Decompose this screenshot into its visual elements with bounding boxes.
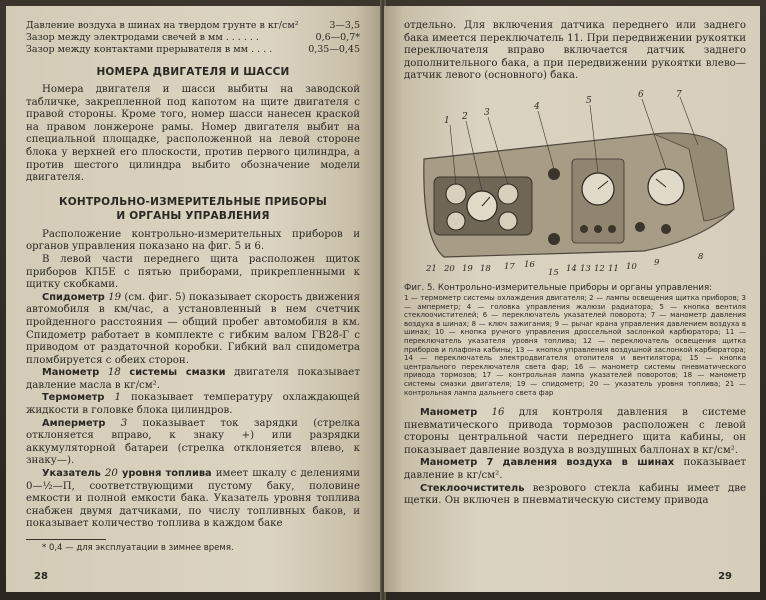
section-heading-instruments bbox=[26, 195, 360, 223]
callout-label: 17 bbox=[504, 261, 515, 272]
spec-label: Зазор между электродами свечей в мм . . . . . . bbox=[26, 32, 259, 43]
callout-label: 14 bbox=[566, 263, 577, 274]
spec-label: Давление воздуха в шинах на твердом грунте в кг/см² bbox=[26, 20, 299, 31]
ref-number: 7 bbox=[486, 457, 494, 469]
callout-label: 9 bbox=[654, 257, 660, 268]
left-page bbox=[6, 6, 382, 592]
ref-number: 20 bbox=[104, 468, 118, 480]
body-text: показывает давление в кг/см². bbox=[404, 457, 747, 482]
callout-label: 10 bbox=[626, 261, 637, 272]
right-page bbox=[384, 6, 760, 592]
section-paragraph: Номера двигателя и шасси выбиты на заводской табличке, закрепленной под капотом на щите двигателя с правой стороны. Кроме того, номер шасси нанесен краской на правом лонжероне рамы. Номер двигателя выбит на специальной площадке, расположенной на левой стороне блока у верхней его плоскости, против первого цилиндра, а против шестого цилиндра выбито обозначение модели двигателя. bbox=[26, 84, 360, 184]
paragraph-tire-gauge bbox=[404, 457, 746, 482]
dashboard-illustration bbox=[404, 89, 748, 279]
ref-number: 16 bbox=[491, 407, 505, 419]
term: Указатель bbox=[42, 468, 101, 480]
page-number: 28 bbox=[34, 571, 48, 582]
term: системы смазки bbox=[129, 367, 226, 379]
spec-row bbox=[26, 32, 360, 44]
body-text: показывает ток зарядки (стрелка отклоняется вправо, к знаку +) или разрядки аккумуляторной батареи (стрелка отклоняется влево, к знаку—). bbox=[26, 417, 360, 467]
callout-label: 7 bbox=[676, 89, 682, 100]
figure-legend: 1 — термометр системы охлаждения двигателя; 2 — лампы освещения щитка приборов; 3 — амперметр; 4 — головка управления жалюзи радиатора; 5 — кнопка вентиля стеклоочистителей; 6 — переключатель указателей поворота; 7 — манометр давления воздуха в шинах; 8 — ключ зажигания; 9 — рычаг крана управления давлением воздуха в шинах; 10 — кнопка ручного управления дроссельной заслонкой карбюратора; 11 — переключатель указателя уровня топлива; 12 — переключатель освещения щитка приборов и плафона кабины; 13 — кнопка управления воздушной заслонкой карбюратора; 14 — переключатель электродвигателя отопителя и вентилятора; 15 — кнопка центрального переключателя света фар; 16 — манометр системы пневматического привода тормозов; 17 — контрольная лампа указателей поворотов; 18 — манометр системы смазки двигателя; 19 — спидометр; 20 — указатель уровня топлива; 21 — контрольная лампа дальнего света фар bbox=[404, 293, 746, 397]
callout-label: 6 bbox=[638, 89, 644, 100]
paragraph-fuel-gauge bbox=[26, 468, 360, 531]
heading-line: И ОРГАНЫ УПРАВЛЕНИЯ bbox=[116, 209, 270, 222]
body-text: имеет шкалу с делениями 0—½—П, соответствующими пустому баку, половине емкости и полной емкости бака. Указатель уровня топлива снабжен двумя датчиками, по числу топливных баков, и показывает количество топлива в каждом баке bbox=[26, 468, 360, 530]
body-text: двигателя показывает давление масла в кг/см². bbox=[26, 367, 360, 391]
heading-line: КОНТРОЛЬНО-ИЗМЕРИТЕЛЬНЫЕ ПРИБОРЫ bbox=[59, 195, 327, 208]
callout-label: 8 bbox=[698, 251, 704, 262]
ref-number: 1 bbox=[114, 392, 121, 404]
term: Манометр bbox=[420, 457, 478, 469]
paragraph-wiper bbox=[404, 483, 746, 508]
page-number: 29 bbox=[718, 571, 732, 582]
callout-label: 4 bbox=[534, 101, 540, 112]
callout-label: 18 bbox=[480, 263, 491, 274]
paragraph-oil-gauge bbox=[26, 367, 360, 392]
dashboard-figure bbox=[404, 89, 748, 279]
ref-number: 3 bbox=[120, 417, 128, 429]
term: уровня топлива bbox=[121, 468, 212, 480]
callout-label: 16 bbox=[524, 259, 535, 270]
callout-label: 3 bbox=[484, 107, 490, 118]
term: Амперметр bbox=[42, 417, 106, 429]
figure-caption: Фиг. 5. Контрольно-измерительные приборы и органы управления: bbox=[404, 282, 713, 293]
spec-label: Зазор между контактами прерывателя в мм . . . . bbox=[26, 44, 273, 55]
paragraph: В левой части переднего щита расположен щиток приборов КП5Е с пятью приборами, прикрепленными к щитку скобками. bbox=[26, 253, 360, 291]
spec-value: 0,6—0,7* bbox=[315, 32, 360, 43]
paragraph: отдельно. Для включения датчика переднего или заднего бака имеется переключатель 11. При передвижении рукоятки переключателя вправо включается датчик заднего дополнительного бака, а при передвижении рукоятки влево—датчик левого (основного) бака. bbox=[404, 20, 746, 82]
term: Термометр bbox=[42, 392, 105, 404]
body-text: (см. фиг. 5) показывает скорость движения автомобиля в км/час, а установленный в нем счетчик пройденного расстояния — общий пробег автомобиля в км. Спидометр работает в комплекте с гибким валом ГВ28-Г с приводом от раздаточной коробки. Гибкий вал спидометра пломбируется с обеих сторон. bbox=[26, 291, 360, 366]
paragraph-speedometer bbox=[26, 292, 360, 368]
section-heading-numbers: НОМЕРА ДВИГАТЕЛЯ И ШАССИ bbox=[96, 66, 290, 78]
body-text: для контроля давления в системе пневматического привода тормозов расположен с левой стороны центральной части переднего щита кабины, он показывает давление воздуха в воздушных баллонах в кг/см². bbox=[404, 407, 746, 456]
ref-number: 19 bbox=[108, 291, 122, 303]
spec-list bbox=[26, 20, 360, 56]
body-text: вeзрового стекла кабины имеет две щетки. Он включен в пневматическую систему привода bbox=[404, 482, 746, 507]
callout-label: 19 bbox=[462, 263, 473, 274]
callout-label: 20 bbox=[444, 263, 455, 274]
term: Стеклоочиститель bbox=[420, 482, 525, 494]
callout-label: 15 bbox=[548, 267, 559, 278]
term: Спидометр bbox=[42, 291, 105, 303]
paragraph: Расположение контрольно-измерительных приборов и органов управления показано на фиг. 5 и 6. bbox=[26, 228, 360, 253]
spec-row bbox=[26, 20, 360, 32]
callout-label: 5 bbox=[586, 95, 592, 106]
callout-label: 1 bbox=[444, 115, 450, 126]
spec-value: 0,35—0,45 bbox=[308, 44, 360, 55]
callout-label: 13 bbox=[580, 263, 591, 274]
paragraph-ammeter bbox=[26, 418, 360, 468]
callout-label: 11 bbox=[608, 263, 619, 274]
spec-row bbox=[26, 44, 360, 56]
paragraph-brake-gauge bbox=[404, 407, 746, 457]
footnote-rule bbox=[26, 539, 106, 540]
callout-label: 21 bbox=[426, 263, 437, 274]
ref-number: 18 bbox=[107, 367, 121, 379]
paragraph-thermometer bbox=[26, 392, 360, 417]
spec-value: 3—3,5 bbox=[329, 20, 360, 31]
term: Манометр bbox=[420, 407, 478, 419]
term: Манометр bbox=[42, 367, 100, 379]
footnote: * 0,4 — для эксплуатации в зимнее время. bbox=[42, 543, 234, 553]
term: давления воздуха в шинах bbox=[502, 457, 675, 469]
callout-label: 12 bbox=[594, 263, 605, 274]
callout-label: 2 bbox=[462, 111, 468, 122]
body-text: показывает температуру охлаждающей жидкости в головке блока цилиндров. bbox=[26, 392, 360, 417]
